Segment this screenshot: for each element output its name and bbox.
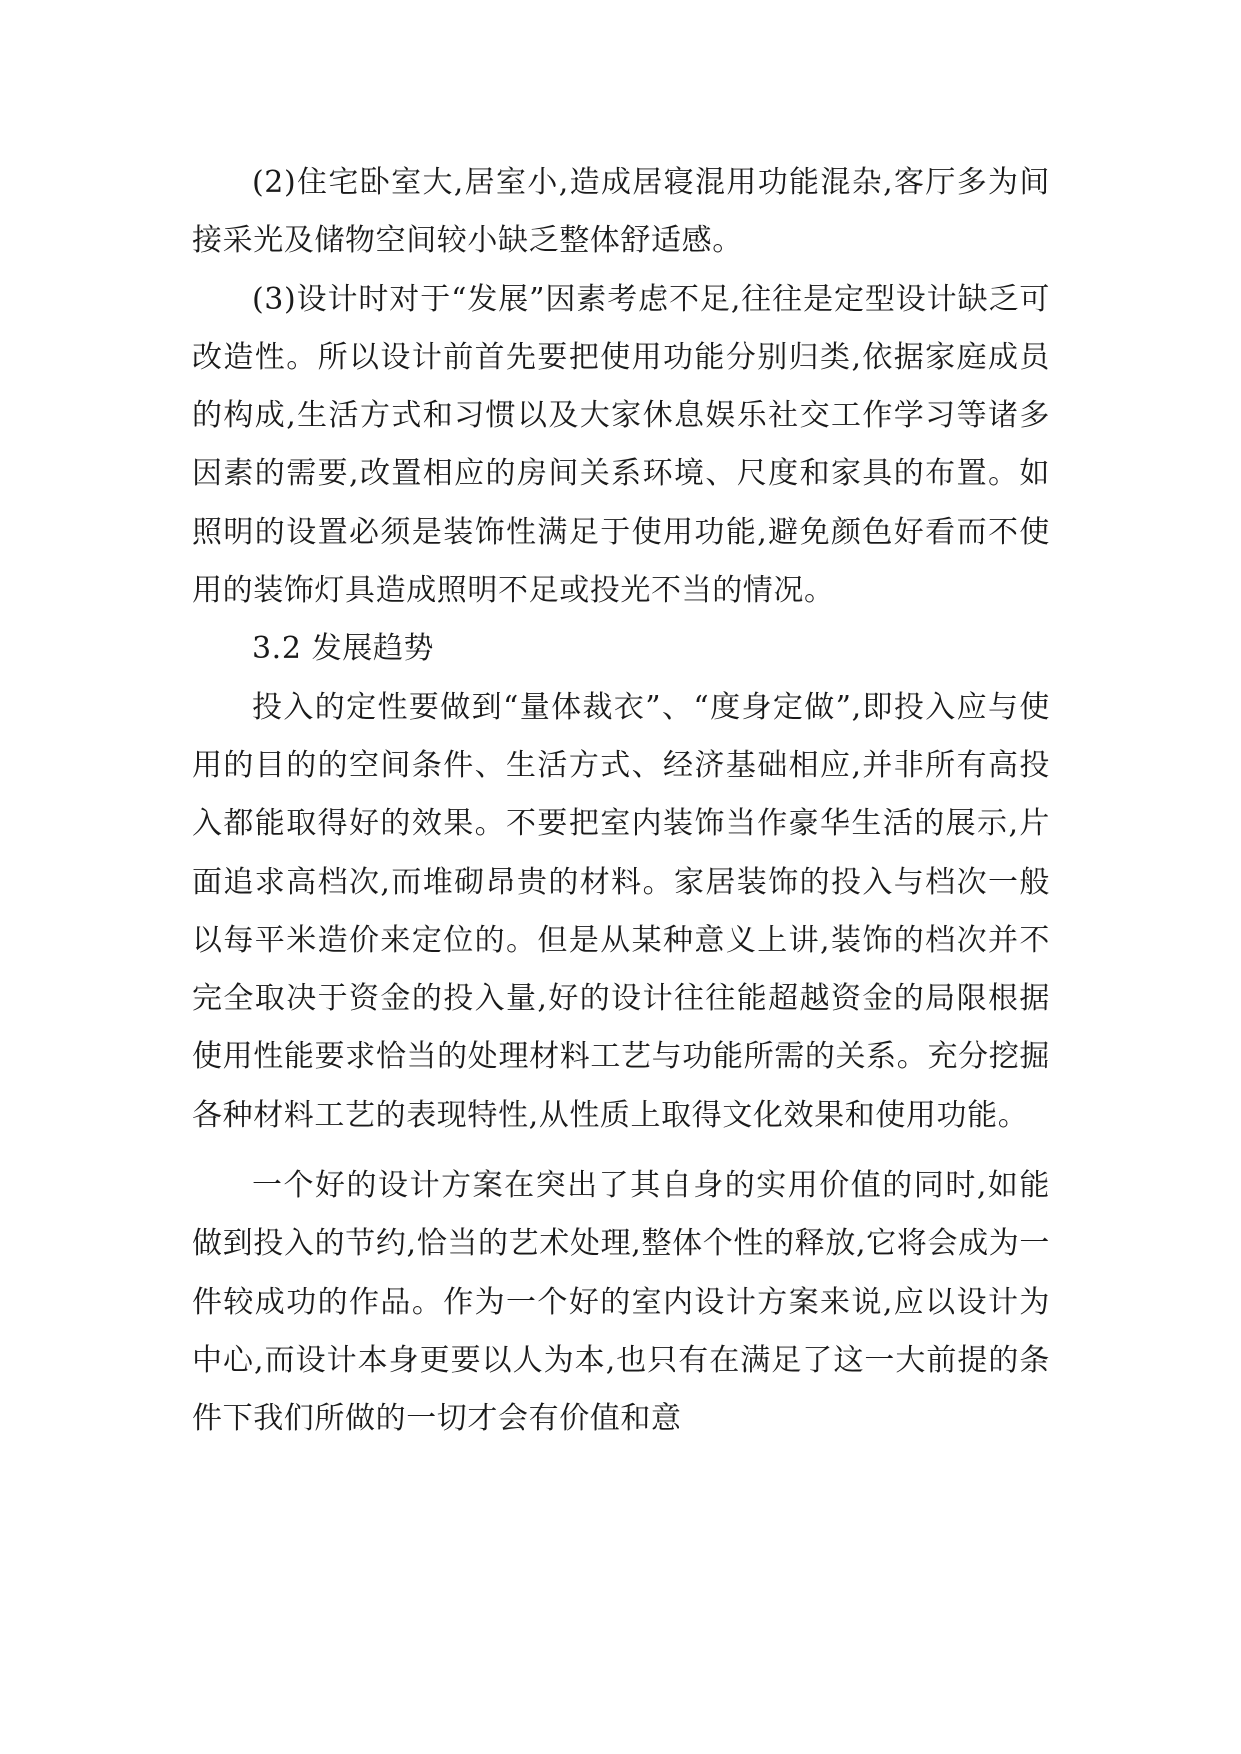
paragraph-item-2: (2)住宅卧室大,居室小,造成居寝混用功能混杂,客厅多为间接采光及储物空间较小缺乏整体舒适感。 [192, 165, 1050, 259]
paragraph-item-3: (3)设计时对于“发展”因素考虑不足,往往是定型设计缺乏可改造性。所以设计前首先要把使用功能分别归类,依据家庭成员的构成,生活方式和习惯以及大家休息娱乐社交工作学习等诸多因素的需要,改置相应的房间关系环境、尺度和家具的布置。如照明的设置必须是装饰性满足于使用功能,避免颜色好看而不使用的装饰灯具造成照明不足或投光不当的情况。 [192, 281, 1050, 609]
section-heading-3-2: 3.2 发展趋势 [252, 631, 435, 667]
paragraph-design-plan: 一个好的设计方案在突出了其自身的实用价值的同时,如能做到投入的节约,恰当的艺术处理,整体个性的释放,它将会成为一件较成功的作品。作为一个好的室内设计方案来说,应以设计为中心,而设计本身更要以人为本,也只有在满足了这一大前提的条件下我们所做的一切才会有价值和意 [192, 1168, 1050, 1437]
paragraph-investment: 投入的定性要做到“量体裁衣”、“度身定做”,即投入应与使用的目的的空间条件、生活方式、经济基础相应,并非所有高投入都能取得好的效果。不要把室内装饰当作豪华生活的展示,片面追求高档次,而堆砌昂贵的材料。家居装饰的投入与档次一般以每平米造价来定位的。但是从某种意义上讲,装饰的档次并不完全取决于资金的投入量,好的设计往往能超越资金的局限根据使用性能要求恰当的处理材料工艺与功能所需的关系。充分挖掘各种材料工艺的表现特性,从性质上取得文化效果和使用功能。 [192, 689, 1050, 1133]
document-body [192, 154, 1050, 1449]
